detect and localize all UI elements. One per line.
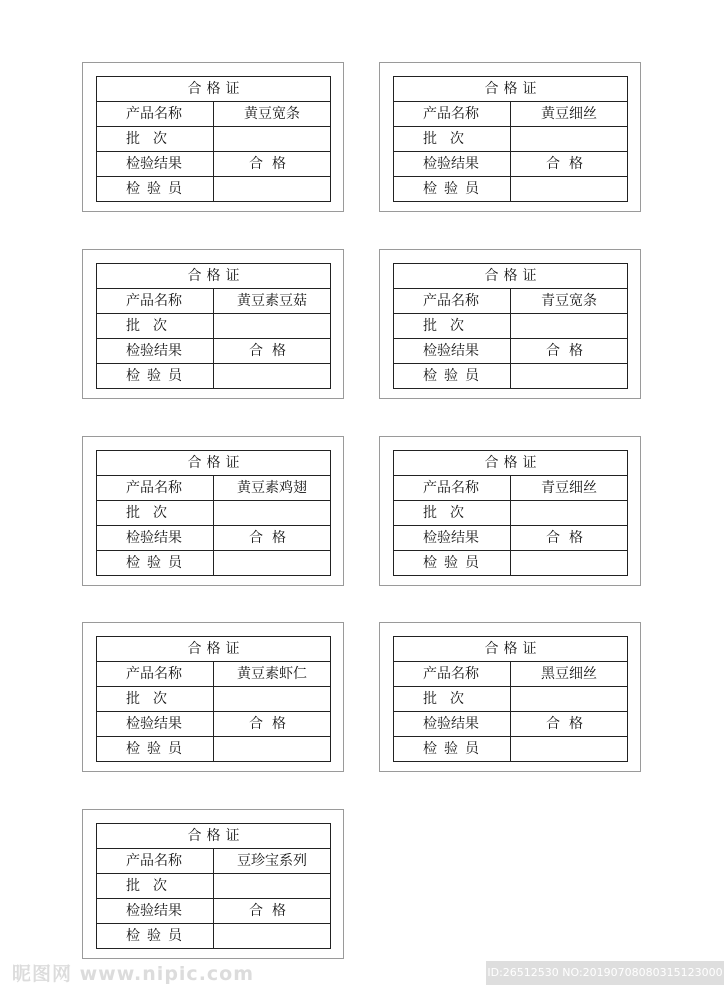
- product-name-row: [97, 476, 331, 501]
- inspector-value: [214, 364, 331, 389]
- inspection-result-label: 检验结果: [97, 899, 214, 924]
- inspection-result-row: [97, 339, 331, 364]
- batch-value: [511, 687, 628, 712]
- inspection-result-value: 合格: [214, 526, 331, 551]
- product-name-value: 黄豆细丝: [511, 102, 628, 127]
- batch-label: 批次: [97, 687, 214, 712]
- batch-row: [394, 501, 628, 526]
- product-name-label: 产品名称: [97, 289, 214, 314]
- certificate-table: [393, 636, 628, 762]
- title-row: [97, 824, 331, 849]
- product-name-label: 产品名称: [97, 662, 214, 687]
- certificate-table: [96, 76, 331, 202]
- product-name-row: [97, 662, 331, 687]
- product-name-row: [394, 476, 628, 501]
- inspection-result-row: [394, 339, 628, 364]
- certificate-title: 合格证: [97, 451, 331, 476]
- product-name-value: 黑豆细丝: [511, 662, 628, 687]
- certificate-card: [379, 622, 641, 772]
- product-name-label: 产品名称: [97, 102, 214, 127]
- inspection-result-value: 合格: [214, 712, 331, 737]
- certificate-card: [379, 436, 641, 586]
- inspection-result-row: [394, 152, 628, 177]
- inspector-value: [511, 177, 628, 202]
- inspector-row: [97, 551, 331, 576]
- certificate-card: [379, 62, 641, 212]
- product-name-value: 黄豆素豆菇: [214, 289, 331, 314]
- inspector-row: [97, 737, 331, 762]
- certificate-card: [82, 436, 344, 586]
- inspector-row: [394, 364, 628, 389]
- inspection-result-value: 合格: [214, 152, 331, 177]
- product-name-label: 产品名称: [97, 476, 214, 501]
- inspection-result-value: 合格: [511, 526, 628, 551]
- inspector-label: 检验员: [97, 364, 214, 389]
- certificate-table: [393, 263, 628, 389]
- product-name-label: 产品名称: [394, 102, 511, 127]
- batch-value: [511, 314, 628, 339]
- product-name-row: [97, 289, 331, 314]
- certificate-title: 合格证: [97, 264, 331, 289]
- inspector-row: [97, 924, 331, 949]
- batch-row: [97, 501, 331, 526]
- product-name-row: [394, 289, 628, 314]
- certificate-title: 合格证: [97, 637, 331, 662]
- product-name-label: 产品名称: [97, 849, 214, 874]
- inspection-result-label: 检验结果: [97, 339, 214, 364]
- product-name-label: 产品名称: [394, 289, 511, 314]
- inspection-result-label: 检验结果: [97, 152, 214, 177]
- batch-row: [97, 874, 331, 899]
- certificate-card: [379, 249, 641, 399]
- product-name-value: 黄豆素鸡翅: [214, 476, 331, 501]
- batch-label: 批次: [394, 314, 511, 339]
- certificate-title: 合格证: [394, 77, 628, 102]
- inspector-value: [214, 924, 331, 949]
- inspection-result-label: 检验结果: [394, 526, 511, 551]
- batch-label: 批次: [97, 314, 214, 339]
- inspection-result-value: 合格: [214, 339, 331, 364]
- batch-label: 批次: [97, 501, 214, 526]
- product-name-value: 青豆细丝: [511, 476, 628, 501]
- inspection-result-label: 检验结果: [97, 712, 214, 737]
- inspector-label: 检验员: [394, 737, 511, 762]
- title-row: [394, 451, 628, 476]
- certificate-title: 合格证: [394, 451, 628, 476]
- inspection-result-row: [97, 899, 331, 924]
- product-name-row: [97, 849, 331, 874]
- title-row: [97, 264, 331, 289]
- product-name-row: [394, 662, 628, 687]
- inspector-label: 检验员: [394, 551, 511, 576]
- batch-label: 批次: [394, 127, 511, 152]
- inspection-result-label: 检验结果: [394, 152, 511, 177]
- certificate-table: [96, 823, 331, 949]
- title-row: [394, 637, 628, 662]
- batch-row: [394, 127, 628, 152]
- certificate-table: [96, 263, 331, 389]
- inspector-row: [394, 737, 628, 762]
- certificate-card: [82, 809, 344, 959]
- product-name-value: 黄豆素虾仁: [214, 662, 331, 687]
- inspection-result-row: [97, 712, 331, 737]
- certificate-card: [82, 62, 344, 212]
- certificate-title: 合格证: [97, 824, 331, 849]
- inspector-label: 检验员: [97, 551, 214, 576]
- batch-value: [214, 874, 331, 899]
- inspection-result-value: 合格: [511, 339, 628, 364]
- batch-row: [97, 314, 331, 339]
- inspection-result-value: 合格: [511, 712, 628, 737]
- inspection-result-value: 合格: [511, 152, 628, 177]
- inspector-value: [511, 551, 628, 576]
- batch-value: [214, 501, 331, 526]
- inspection-result-row: [394, 526, 628, 551]
- certificate-title: 合格证: [394, 264, 628, 289]
- certificate-card: [82, 622, 344, 772]
- inspector-row: [97, 364, 331, 389]
- certificate-table: [393, 76, 628, 202]
- product-name-row: [97, 102, 331, 127]
- product-name-value: 黄豆宽条: [214, 102, 331, 127]
- batch-label: 批次: [97, 127, 214, 152]
- title-row: [97, 637, 331, 662]
- inspection-result-value: 合格: [214, 899, 331, 924]
- inspection-result-row: [97, 152, 331, 177]
- title-row: [394, 264, 628, 289]
- certificate-title: 合格证: [394, 637, 628, 662]
- inspector-label: 检验员: [97, 737, 214, 762]
- inspection-result-row: [394, 712, 628, 737]
- inspector-label: 检验员: [394, 177, 511, 202]
- certificate-card: [82, 249, 344, 399]
- inspection-result-row: [97, 526, 331, 551]
- inspection-result-label: 检验结果: [394, 712, 511, 737]
- batch-row: [97, 687, 331, 712]
- batch-label: 批次: [97, 874, 214, 899]
- product-name-value: 豆珍宝系列: [214, 849, 331, 874]
- certificate-title: 合格证: [97, 77, 331, 102]
- inspector-row: [394, 551, 628, 576]
- inspector-row: [97, 177, 331, 202]
- inspector-label: 检验员: [97, 924, 214, 949]
- certificate-table: [96, 636, 331, 762]
- batch-value: [214, 127, 331, 152]
- inspector-label: 检验员: [97, 177, 214, 202]
- site-watermark-logo: 昵图网 www.nipic.com: [12, 963, 255, 985]
- batch-value: [511, 501, 628, 526]
- batch-value: [214, 314, 331, 339]
- inspector-row: [394, 177, 628, 202]
- batch-label: 批次: [394, 687, 511, 712]
- certificate-table: [96, 450, 331, 576]
- product-name-label: 产品名称: [394, 476, 511, 501]
- inspection-result-label: 检验结果: [394, 339, 511, 364]
- inspector-value: [511, 364, 628, 389]
- batch-row: [394, 314, 628, 339]
- batch-label: 批次: [394, 501, 511, 526]
- batch-value: [511, 127, 628, 152]
- batch-row: [97, 127, 331, 152]
- product-name-label: 产品名称: [394, 662, 511, 687]
- product-name-value: 青豆宽条: [511, 289, 628, 314]
- inspector-value: [214, 551, 331, 576]
- batch-value: [214, 687, 331, 712]
- inspector-value: [511, 737, 628, 762]
- title-row: [97, 77, 331, 102]
- certificate-table: [393, 450, 628, 576]
- inspector-label: 检验员: [394, 364, 511, 389]
- title-row: [97, 451, 331, 476]
- inspector-value: [214, 177, 331, 202]
- product-name-row: [394, 102, 628, 127]
- inspection-result-label: 检验结果: [97, 526, 214, 551]
- batch-row: [394, 687, 628, 712]
- title-row: [394, 77, 628, 102]
- image-id-bar: ID:26512530 NO:20190708080315123000: [486, 961, 724, 985]
- inspector-value: [214, 737, 331, 762]
